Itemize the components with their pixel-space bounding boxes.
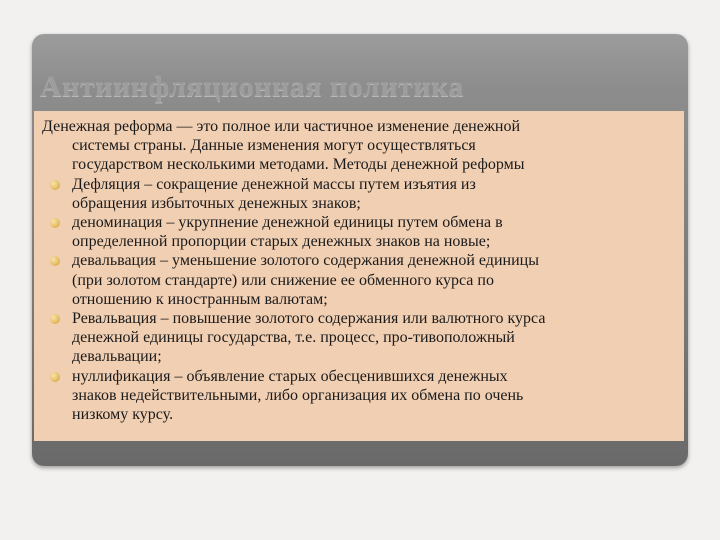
intro-term: Денежная реформа: [42, 118, 173, 135]
content-box: [34, 111, 684, 441]
list-item: [42, 175, 676, 213]
list-item-line: знаков недействительными, либо организация их обмена по очень: [72, 386, 524, 404]
list-item: [42, 309, 676, 367]
list-item-line: (при золотом стандарте) или снижение ее обменного курса по: [72, 271, 494, 289]
list-item: [42, 213, 676, 251]
list-item-line: определенной пропорции старых денежных знаков на новые;: [72, 233, 491, 251]
list-item-line: нуллификация – объявление старых обесценившихся денежных: [72, 367, 508, 385]
list-item-line: девальвация – уменьшение золотого содержания денежной единицы: [72, 252, 539, 270]
list-item: [42, 251, 676, 309]
list-item-line: деноминация – укрупнение денежной единицы путем обмена в: [72, 214, 503, 232]
intro-line-1: [42, 117, 676, 136]
bullet-icon: [50, 180, 60, 190]
intro-line-3: государством несколькими методами. Методы денежной реформы: [72, 156, 525, 174]
list-item-line: денежной единицы государства, т.е. процесс, про-тивоположный: [72, 329, 515, 347]
intro-line-1-rest: — это полное или частичное изменение денежной: [172, 118, 521, 135]
slide-title: Антиинфляционная политика: [40, 70, 464, 103]
bullet-icon: [50, 218, 60, 228]
list-item: [42, 367, 676, 425]
bullet-icon: [50, 256, 60, 266]
list-item-line: отношению к иностранным валютам;: [72, 290, 328, 308]
intro-paragraph: [42, 117, 676, 175]
bullet-icon: [50, 372, 60, 382]
intro-line-2: системы страны. Данные изменения могут осуществляться: [72, 137, 476, 155]
list-item-line: низкому курсу.: [72, 406, 174, 424]
methods-list: [42, 175, 676, 425]
list-item-line: девальвации;: [72, 348, 162, 366]
list-item-line: Дефляция – сокращение денежной массы путем изъятия из: [72, 175, 476, 193]
bullet-icon: [50, 314, 60, 324]
list-item-line: обращения избыточных денежных знаков;: [72, 194, 361, 212]
list-item-line: Ревальвация – повышение золотого содержания или валютного курса: [72, 310, 546, 328]
